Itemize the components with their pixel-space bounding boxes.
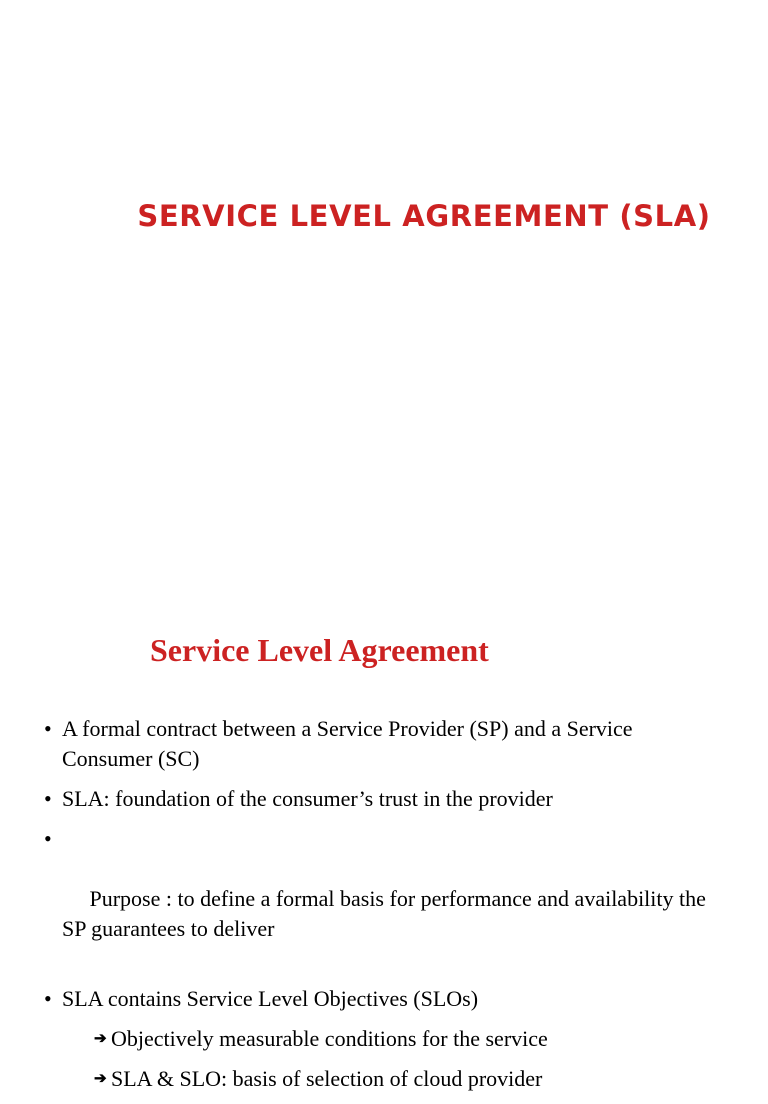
bullet-text: SLA: foundation of the consumer’s trust in the provider bbox=[62, 786, 553, 811]
bullet-item-foundation bbox=[40, 784, 720, 814]
slide-heading: Service Level Agreement bbox=[150, 632, 489, 668]
bullet-list bbox=[40, 714, 720, 1104]
bullet-item-purpose bbox=[40, 824, 720, 974]
bullet-icon: • bbox=[44, 986, 52, 1011]
bullet-text: Purpose : to define a formal basis for performance and availability the SP guarantees to deliver bbox=[62, 886, 712, 941]
bullet-icon: • bbox=[44, 786, 52, 811]
bullet-item-slos bbox=[40, 984, 720, 1014]
bullet-icon: • bbox=[44, 716, 52, 741]
bullet-item-formal-contract bbox=[40, 714, 720, 774]
arrow-right-icon: ➔ bbox=[94, 1031, 107, 1047]
sub-bullet-text: Objectively measurable conditions for the service bbox=[111, 1026, 548, 1051]
bullet-text: SLA contains Service Level Objectives (SLOs) bbox=[62, 986, 479, 1011]
bullet-text: A formal contract between a Service Provider (SP) and a Service Consumer (SC) bbox=[62, 716, 633, 771]
sub-bullet-item-selection bbox=[40, 1064, 720, 1094]
sub-bullet-item-measurable bbox=[40, 1024, 720, 1054]
sub-bullet-text: SLA & SLO: basis of selection of cloud provider bbox=[111, 1066, 543, 1091]
bullet-icon: • bbox=[44, 826, 52, 851]
arrow-right-icon: ➔ bbox=[94, 1071, 107, 1087]
slide-title: SERVICE LEVEL AGREEMENT (SLA) bbox=[137, 199, 711, 233]
